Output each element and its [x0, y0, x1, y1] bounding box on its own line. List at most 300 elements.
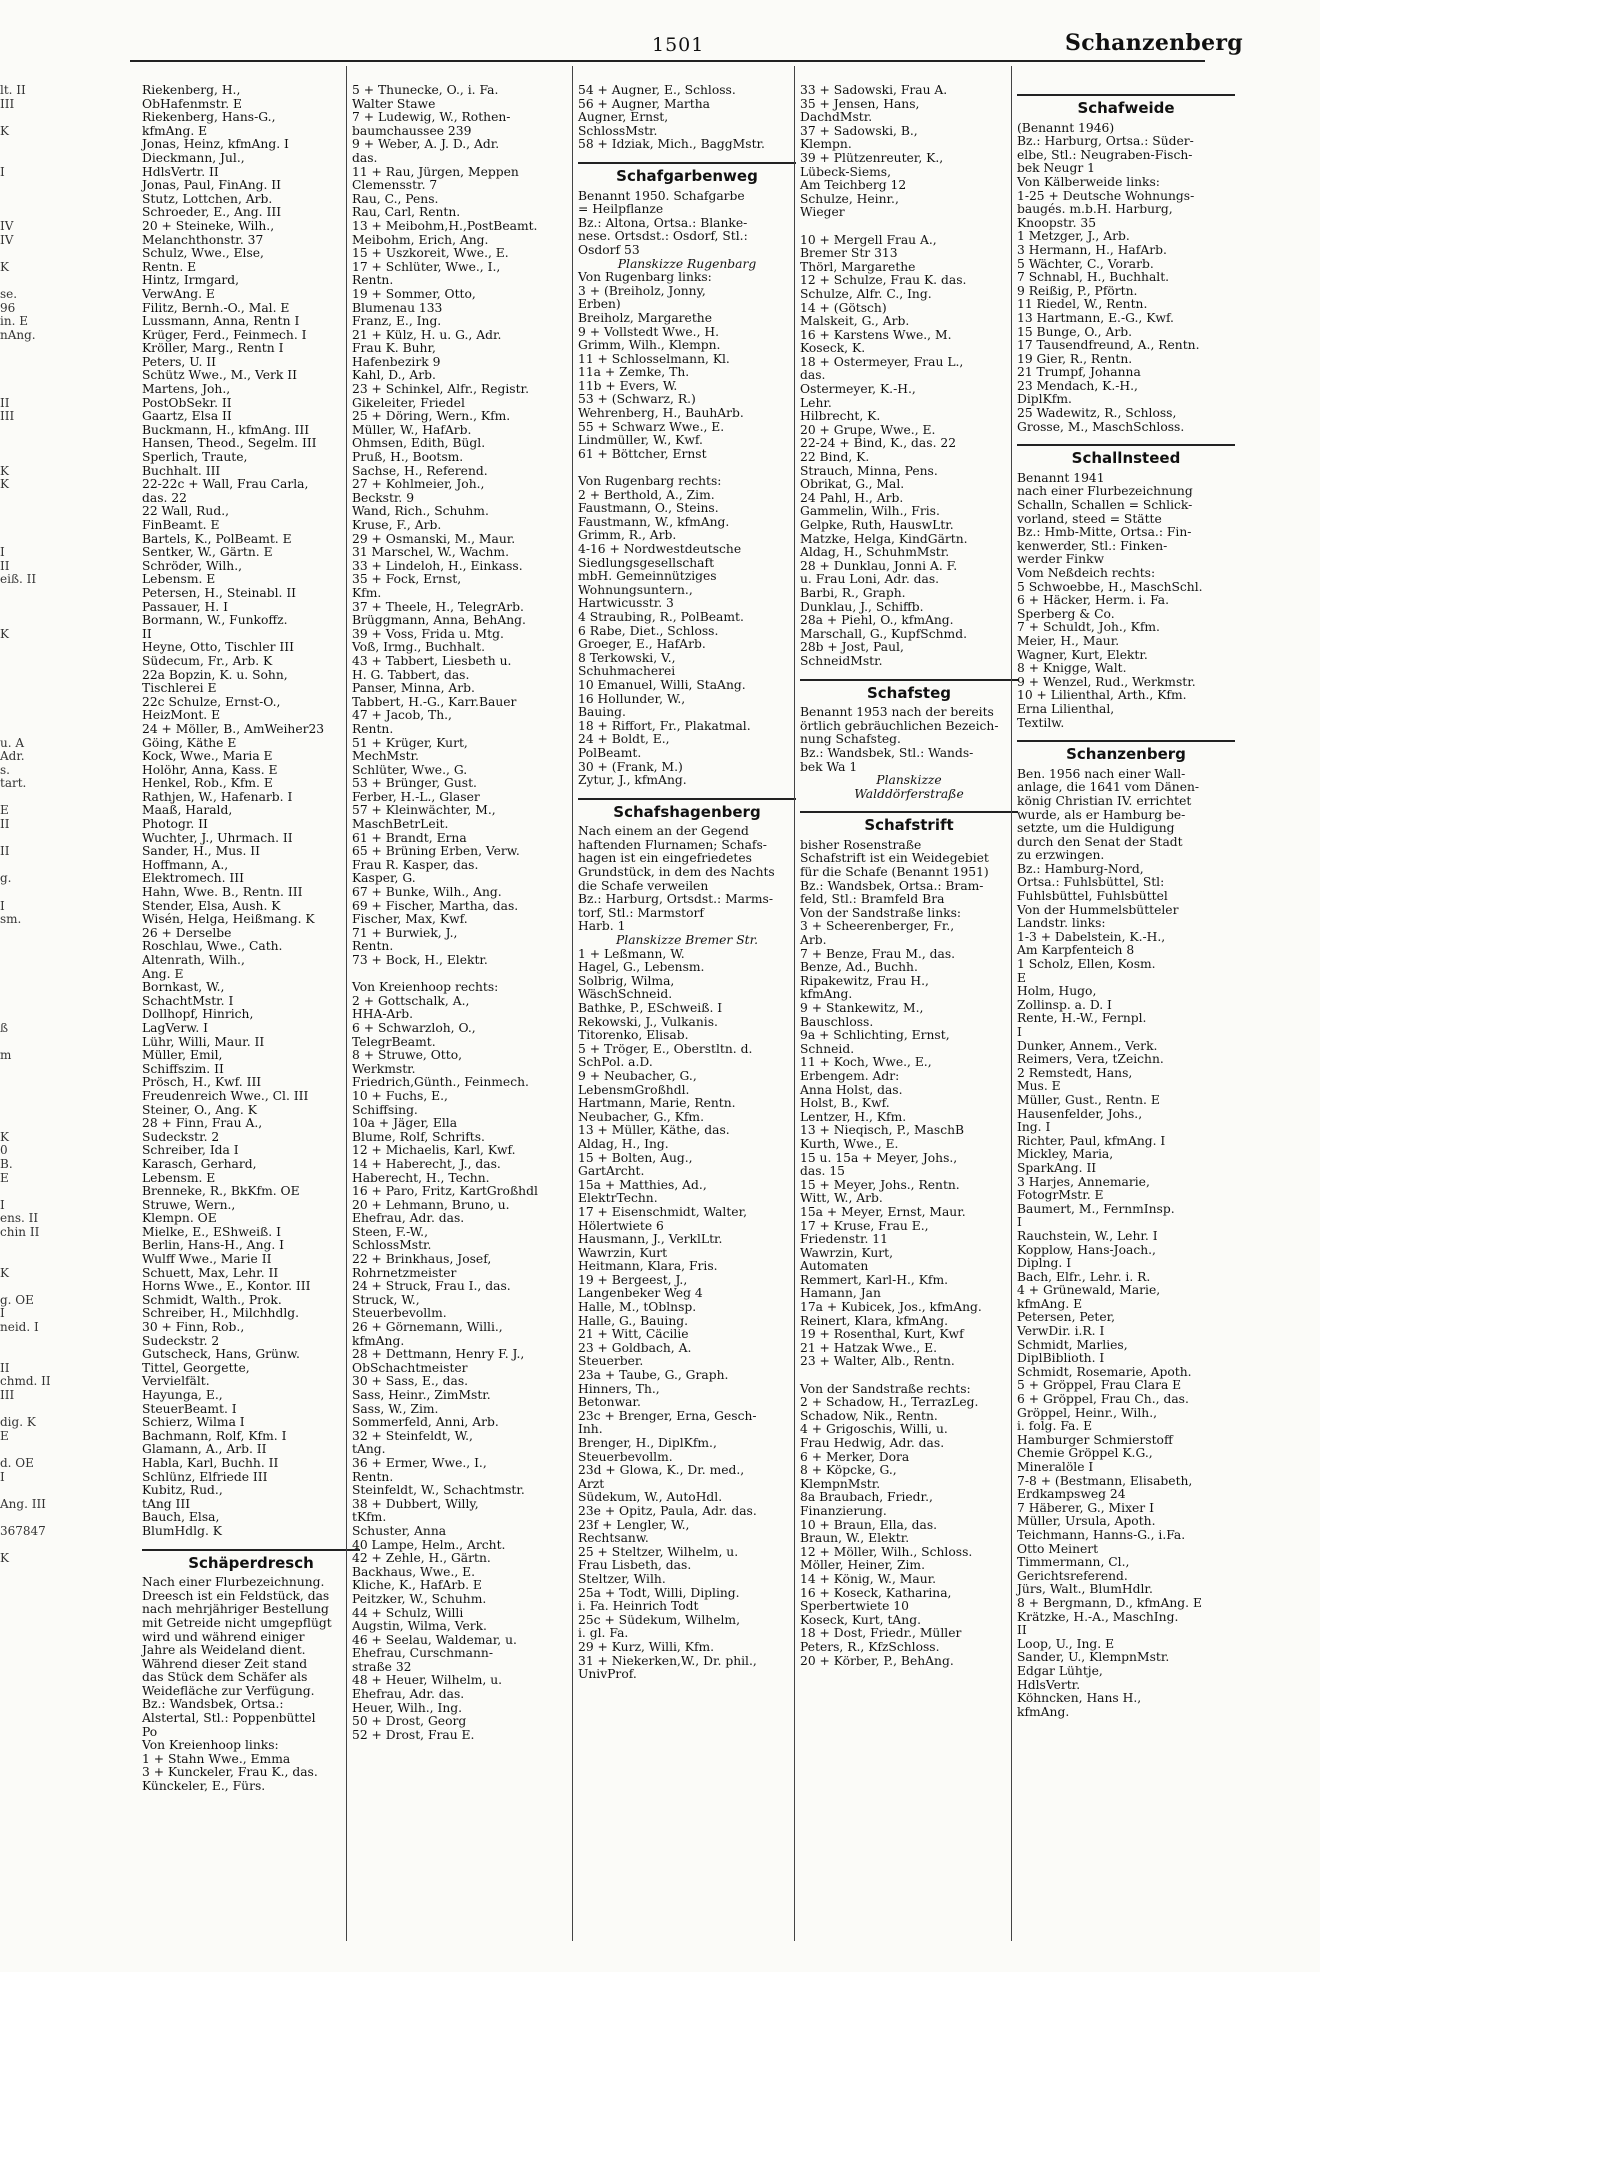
directory-entry: WäschSchneid.	[578, 987, 673, 1002]
directory-entry: 53 + Brünger, Gust.	[352, 776, 477, 791]
directory-entry: Automaten	[800, 1259, 869, 1274]
header-rule	[130, 60, 1205, 62]
directory-entry: 15a + Matthies, Ad.,	[578, 1177, 707, 1192]
directory-entry: Loop, U., Ing. E	[1017, 1636, 1115, 1651]
directory-entry	[0, 1063, 44, 1077]
directory-entry: HHA-Arb.	[352, 1007, 414, 1022]
directory-entry: Adr.	[0, 749, 25, 764]
directory-entry: i. folg. Fa. E	[1017, 1419, 1093, 1434]
directory-entry: 20 + Lehmann, Bruno, u.	[352, 1197, 510, 1212]
directory-entry: Matzke, Helga, KindGärtn.	[800, 531, 968, 546]
directory-entry: wird und während einiger	[142, 1629, 305, 1644]
directory-entry: Grundstück, in dem des Nachts	[578, 865, 775, 880]
directory-entry: Struck, W.,	[352, 1292, 420, 1307]
directory-entry	[0, 669, 44, 683]
directory-entry: 28a + Piehl, O., kfmAng.	[800, 613, 954, 628]
directory-entry: 73 + Bock, H., Elektr.	[352, 953, 488, 967]
directory-entry: tAng III	[142, 1496, 191, 1511]
directory-entry: Benannt 1953 nach der bereits	[800, 705, 994, 720]
directory-entry	[0, 1280, 44, 1294]
directory-entry: Von der Sandstraße links:	[800, 905, 962, 920]
directory-entry: Finanzierung.	[800, 1503, 887, 1518]
directory-entry: KlempnMstr.	[800, 1476, 881, 1491]
directory-entry: 43 + Tabbert, Liesbeth u.	[352, 653, 512, 668]
directory-entry: Mus. E	[1017, 1079, 1061, 1094]
directory-entry: DiplBiblioth. I	[1017, 1351, 1105, 1366]
directory-entry: in. E	[0, 314, 28, 329]
directory-entry: Peters, U. II	[142, 354, 216, 369]
directory-entry: Schreiber, Ida I	[142, 1143, 239, 1158]
directory-entry: Brüggmann, Anna, BehAng.	[352, 613, 526, 628]
directory-entry: Obrikat, G., Mal.	[800, 477, 905, 492]
directory-entry: 24 + Struck, Frau I., das.	[352, 1279, 511, 1294]
directory-entry: Backhaus, Wwe., E.	[352, 1564, 476, 1579]
directory-entry: Inh.	[578, 1422, 603, 1437]
directory-entry: 10 + Mergell Frau A.,	[800, 232, 937, 247]
directory-entry: Frau R. Kasper, das.	[352, 857, 479, 872]
directory-entry: Hartwicusstr. 3	[578, 596, 674, 611]
directory-entry: K	[0, 1129, 9, 1144]
directory-entry: Sperberg & Co.	[1017, 606, 1115, 621]
directory-entry: 8a Braubach, Friedr.,	[800, 1490, 933, 1505]
column-divider	[572, 66, 573, 1941]
directory-entry: 1 + Leßmann, W.	[578, 946, 685, 961]
directory-entry: SchPol. a.D.	[578, 1055, 653, 1070]
page-number: 1501	[652, 34, 705, 56]
directory-entry: 15 + Meyer, Johs., Rentn.	[800, 1177, 960, 1192]
directory-entry: 55 + Schwarz Wwe., E.	[578, 419, 725, 434]
directory-entry: 33 + Lindeloh, H., Einkass.	[352, 558, 523, 573]
directory-entry: = Heilpflanze	[578, 202, 664, 217]
directory-entry: Sass, W., Zim.	[352, 1401, 439, 1416]
directory-entry: Gröppel, Heinr., Wilh.,	[1017, 1405, 1158, 1420]
directory-entry: Rentn.	[352, 273, 394, 288]
directory-entry: 10 + Lilienthal, Arth., Kfm.	[1017, 688, 1187, 703]
directory-entry	[578, 461, 796, 475]
directory-entry: DachdMstr.	[800, 110, 873, 125]
directory-entry: 12 + Michaelis, Karl, Kwf.	[352, 1143, 516, 1158]
directory-entry: bisher Rosenstraße	[800, 837, 922, 852]
directory-entry: Horns Wwe., E., Kontor. III	[142, 1279, 311, 1294]
directory-entry: Petersen, H., Steinabl. II	[142, 585, 297, 600]
directory-entry: Schierz, Wilma I	[142, 1415, 245, 1430]
directory-entry: Holm, Hugo,	[1017, 984, 1097, 999]
directory-entry: Rohrnetzmeister	[352, 1265, 457, 1280]
directory-entry: Schlünz, Elfriede III	[142, 1469, 268, 1484]
directory-entry: chmd. II	[0, 1374, 51, 1389]
directory-entry: 42 + Zehle, H., Gärtn.	[352, 1551, 491, 1566]
directory-entry: bek Neugr 1	[1017, 161, 1095, 176]
directory-entry: 28 + Dunklau, Jonni A. F.	[800, 558, 958, 573]
directory-entry: Faustmann, W., kfmAng.	[578, 514, 730, 529]
directory-entry: Wawrzin, Kurt	[578, 1245, 668, 1260]
directory-entry: Remmert, Karl-H., Kfm.	[800, 1272, 949, 1287]
running-head: Schanzenberg	[1065, 30, 1243, 56]
directory-entry: 6 Rabe, Diet., Schloss.	[578, 623, 719, 638]
directory-entry	[0, 505, 44, 519]
directory-entry: Schuster, Anna	[352, 1523, 447, 1538]
directory-entry: 22-24 + Bind, K., das. 22	[800, 436, 957, 451]
directory-entry: Mielke, E., EShweiß. I	[142, 1224, 281, 1239]
directory-entry: 33 + Sadowski, Frau A.	[800, 83, 948, 97]
directory-entry: sm.	[0, 912, 22, 927]
directory-entry: Ang. III	[0, 1496, 46, 1511]
directory-entry	[0, 587, 44, 601]
directory-entry: Kruse, F., Arb.	[352, 518, 442, 532]
directory-entry: Teichmann, Hanns-G., i.Fa.	[1017, 1527, 1186, 1542]
directory-entry: Schroeder, E., Ang. III	[142, 205, 282, 220]
directory-entry: 22 + Brinkhaus, Josef,	[352, 1252, 492, 1267]
directory-entry: Lehr.	[800, 395, 832, 410]
directory-entry: Ang. E	[142, 966, 184, 981]
directory-entry: Hayunga, E.,	[142, 1388, 223, 1402]
map-reference: Planskizze Rugenbarg	[617, 256, 757, 271]
directory-entry	[0, 614, 44, 628]
directory-entry: Schuett, Max, Lehr. II	[142, 1265, 279, 1280]
directory-entry: II	[0, 558, 10, 573]
street-heading: Schafweide	[1017, 94, 1235, 116]
directory-entry: SteuerBeamt. I	[142, 1401, 237, 1416]
directory-entry: Osdorf 53	[578, 242, 640, 257]
directory-entry: II	[0, 1360, 10, 1375]
directory-entry: Krüger, Ferd., Feinmech. I	[142, 327, 307, 342]
directory-entry: tKfm.	[352, 1510, 387, 1525]
directory-entry: 3 Hermann, H., HafArb.	[1017, 242, 1167, 257]
directory-entry: Schütz Wwe., M., Verk II	[142, 368, 297, 383]
directory-entry: K	[0, 477, 9, 492]
directory-entry: Schulz, Wwe., Else,	[142, 246, 264, 261]
directory-entry: SchlossMstr.	[352, 1238, 432, 1253]
directory-entry	[0, 1239, 44, 1253]
directory-entry: Richter, Paul, kfmAng. I	[1017, 1133, 1166, 1148]
directory-entry: Südekum, W., AutoHdl.	[578, 1490, 723, 1505]
directory-entry: Sperbertwiete 10	[800, 1599, 909, 1614]
street-heading: Schafgarbenweg	[578, 162, 796, 184]
directory-entry: 37 + Theele, H., TelegrArb.	[352, 599, 524, 614]
directory-entry: Von der Hummelsbütteler	[1017, 902, 1179, 917]
directory-entry: Benannt 1950. Schafgarbe	[578, 188, 745, 203]
directory-entry: I	[1017, 1025, 1022, 1039]
directory-entry: DiplKfm.	[1017, 392, 1072, 407]
directory-entry: 3 Harjes, Annemarie,	[1017, 1174, 1150, 1189]
directory-entry: Jahre als Weideland dient.	[142, 1643, 306, 1658]
directory-entry: FotogrMstr. E	[1017, 1188, 1104, 1203]
directory-entry: PostObSekr. II	[142, 395, 232, 410]
directory-entry: 7 + Schuldt, Joh., Kfm.	[1017, 620, 1160, 635]
directory-entry: Schulze, Heinr.,	[800, 191, 899, 206]
directory-entry: 14 + Haberecht, J., das.	[352, 1156, 501, 1171]
directory-entry: Bz.: Altona, Ortsa.: Blanke-	[578, 215, 748, 230]
directory-entry: Rentn. E	[142, 259, 197, 274]
directory-entry: Schlüter, Wwe., G.	[352, 762, 468, 777]
directory-entry: Müller, W., HafArb.	[352, 422, 472, 437]
directory-entry: B.	[0, 1156, 13, 1171]
directory-entry: Sentker, W., Gärtn. E	[142, 545, 273, 560]
directory-entry: 20 + Steineke, Wilh.,	[142, 218, 275, 233]
directory-entry: Peters, R., KfzSchloss.	[800, 1639, 940, 1654]
directory-entry: Barbi, R., Graph.	[800, 585, 906, 600]
directory-entry: Neubacher, G., Kfm.	[578, 1109, 705, 1124]
page-margin-bottom	[0, 1972, 1320, 2177]
directory-entry: 57 + Kleinwächter, M.,	[352, 803, 496, 818]
directory-entry: Klempn. OE	[142, 1211, 217, 1226]
directory-entry	[0, 968, 44, 982]
directory-entry: 50 + Drost, Georg	[352, 1714, 467, 1729]
directory-entry: Bz.: Wandsbek, Ortsa.: Bram-	[800, 878, 984, 893]
street-heading: Schafstrift	[800, 811, 1018, 833]
directory-entry: 17 + Kruse, Frau E.,	[800, 1218, 929, 1233]
directory-entry: Lübeck-Siems,	[800, 164, 892, 179]
directory-entry	[0, 451, 44, 465]
directory-entry: werder Finkw	[1017, 552, 1104, 567]
directory-entry: 10 + Fuchs, E.,	[352, 1088, 448, 1103]
directory-entry: Von Rugenbarg rechts:	[578, 474, 722, 489]
directory-entry: Bormann, W., Funkoffz.	[142, 613, 288, 628]
column-divider	[1011, 66, 1012, 1941]
directory-entry: Halle, G., Bauing.	[578, 1313, 689, 1328]
directory-entry: 61 + Brandt, Erna	[352, 830, 467, 845]
directory-entry: Ohmsen, Edith, Bügl.	[352, 436, 486, 451]
directory-entry: 31 Marschel, W., Wachm.	[352, 545, 509, 560]
directory-entry: Bachmann, Rolf, Kfm. I	[142, 1428, 287, 1443]
directory-entry: Wohnungsuntern.,	[578, 582, 693, 597]
directory-entry: E	[1017, 970, 1026, 985]
directory-entry: Heuer, Wilh., Ing.	[352, 1700, 463, 1715]
directory-entry: Dunker, Annem., Verk.	[1017, 1038, 1158, 1053]
directory-entry: Knoopstr. 35	[1017, 215, 1097, 230]
directory-entry: 8 + Köpcke, G.,	[800, 1463, 897, 1478]
directory-entry: 27 + Kohlmeier, Joh.,	[352, 477, 485, 492]
directory-entry: Grosse, M., MaschSchloss.	[1017, 419, 1185, 434]
directory-entry: Beckstr. 9	[352, 490, 415, 505]
directory-entry: Martens, Joh.,	[142, 382, 231, 397]
directory-entry: hagen ist ein eingefriedetes	[578, 851, 752, 866]
directory-entry: 69 + Fischer, Martha, das.	[352, 898, 519, 913]
directory-entry: straße 32	[352, 1659, 412, 1674]
directory-entry: nach einer Flurbezeichnung	[1017, 484, 1193, 499]
directory-entry: Schneid.	[800, 1041, 855, 1056]
directory-entry: wurde, als er Hamburg be-	[1017, 807, 1186, 822]
directory-entry: Schulze, Alfr. C., Ing.	[800, 286, 932, 301]
directory-entry: Holöhr, Anna, Kass. E	[142, 762, 278, 777]
directory-entry: Lindmüller, W., Kwf.	[578, 433, 703, 448]
directory-entry: Kock, Wwe., Maria E	[142, 749, 273, 764]
directory-entry: Rathjen, W., Hafenarb. I	[142, 789, 293, 804]
directory-entry: Koseck, K.	[800, 341, 866, 356]
directory-entry: nese. Ortsdst.: Osdorf, Stl.:	[578, 229, 748, 244]
directory-entry: 15a + Meyer, Ernst, Maur.	[800, 1204, 966, 1219]
directory-entry: 2 + Berthold, A., Zim.	[578, 487, 715, 502]
directory-entry: III	[0, 409, 15, 424]
directory-entry: Mineralöle I	[1017, 1460, 1094, 1474]
directory-entry	[0, 655, 44, 669]
directory-entry	[352, 968, 570, 982]
directory-entry: 2 + Gottschalk, A.,	[352, 993, 470, 1008]
directory-entry: Hafenbezirk 9	[352, 354, 441, 369]
directory-entry: tart.	[0, 776, 27, 791]
directory-entry: 15 u. 15a + Meyer, Johs.,	[800, 1150, 958, 1165]
directory-entry: Sander, H., Mus. II	[142, 844, 260, 859]
directory-entry	[0, 1443, 44, 1457]
directory-entry: Göing, Käthe E	[142, 735, 237, 750]
directory-entry: Steuerber.	[578, 1354, 644, 1369]
directory-entry: Hilbrecht, K.	[800, 409, 881, 424]
directory-entry: Breiholz, Margarethe	[578, 310, 712, 325]
directory-entry: III	[0, 1388, 15, 1402]
directory-entry	[0, 1036, 44, 1050]
street-heading: Schanzenberg	[1017, 740, 1235, 762]
directory-entry: Landstr. links:	[1017, 916, 1106, 931]
directory-entry: Gammelin, Wilh., Fris.	[800, 504, 940, 519]
directory-entry: s.	[0, 762, 10, 777]
directory-entry	[0, 424, 44, 438]
directory-entry	[0, 832, 44, 846]
directory-entry: Textilw.	[1017, 715, 1065, 730]
directory-entry: Gutscheck, Hans, Grünw.	[142, 1347, 300, 1362]
directory-entry: Ortsa.: Fuhlsbüttel, Stl:	[1017, 875, 1165, 890]
directory-entry	[0, 1335, 44, 1349]
directory-entry: 23 + Goldbach, A.	[578, 1340, 692, 1355]
directory-entry: Dunklau, J., Schiffb.	[800, 599, 924, 614]
directory-entry: 14 + König, W., Maur.	[800, 1571, 937, 1586]
directory-entry: K	[0, 123, 9, 138]
directory-entry: eiß. II	[0, 572, 37, 587]
directory-entry: Peitzker, W., Schuhm.	[352, 1591, 487, 1606]
directory-entry: 30 + Sass, E., das.	[352, 1374, 469, 1389]
directory-entry: Sudeckstr. 2	[142, 1129, 220, 1144]
directory-entry: E	[0, 1170, 9, 1185]
directory-entry: 4 + Grigoschis, Willi, u.	[800, 1422, 948, 1437]
directory-entry: IV	[0, 232, 14, 247]
directory-entry: Schröder, Wilh.,	[142, 558, 243, 573]
directory-entry	[0, 1104, 44, 1118]
directory-entry: Köhncken, Hans H.,	[1017, 1691, 1142, 1706]
directory-entry	[0, 927, 44, 941]
directory-entry: Bz.: Wandsbek, Stl.: Wands-	[800, 745, 974, 760]
left-page-fragment	[0, 83, 51, 1939]
directory-entry: 23 Mendach, K.-H.,	[1017, 378, 1138, 393]
directory-entry: 10 + Braun, Ella, das.	[800, 1517, 938, 1532]
directory-entry	[0, 138, 44, 152]
directory-entry: 11 + Koch, Wwe., E.,	[800, 1055, 932, 1070]
directory-entry: 23e + Opitz, Paula, Adr. das.	[578, 1503, 757, 1518]
directory-entry: Sachse, H., Referend.	[352, 463, 488, 478]
directory-entry: Anna Holst, das.	[800, 1082, 903, 1097]
directory-entry	[0, 1253, 44, 1267]
directory-entry: Friedrich,Günth., Feinmech.	[352, 1075, 529, 1090]
map-reference: Planskizze	[876, 773, 942, 788]
directory-entry: 367847	[0, 1523, 46, 1538]
directory-entry: Bz.: Harburg, Ortsa.: Süder-	[1017, 134, 1194, 149]
directory-entry: 14 + (Götsch)	[800, 300, 887, 315]
directory-entry	[0, 247, 44, 261]
directory-entry: für die Schafe (Benannt 1951)	[800, 865, 989, 880]
directory-entry: haftenden Flurnamen; Schafs-	[578, 837, 767, 852]
directory-entry: 18 + Ostermeyer, Frau L.,	[800, 354, 964, 369]
directory-entry	[0, 1539, 44, 1553]
directory-entry: 9 + Vollstedt Wwe., H.	[578, 324, 720, 339]
directory-entry	[0, 1185, 44, 1199]
directory-entry: Schmidt, Walth., Prok.	[142, 1292, 282, 1307]
directory-entry: Wand, Rich., Schuhm.	[352, 504, 489, 519]
directory-entry: ObHafenmstr. E	[142, 96, 242, 111]
directory-entry: GartArcht.	[578, 1164, 645, 1179]
directory-entry: Hartmann, Marie, Rentn.	[578, 1096, 736, 1111]
directory-entry: 11 + Rau, Jürgen, Meppen	[352, 164, 519, 179]
directory-entry: Ripakewitz, Frau H.,	[800, 973, 929, 988]
directory-entry: 21 + Hatzak Wwe., E.	[800, 1340, 937, 1355]
directory-entry: TelegrBeamt.	[352, 1034, 436, 1049]
directory-entry	[0, 641, 44, 655]
directory-entry: 23d + Glowa, K., Dr. med.,	[578, 1463, 745, 1478]
directory-entry: VerwAng. E	[142, 286, 215, 301]
directory-entry: PolBeamt.	[578, 745, 642, 760]
directory-entry: 20 + Körber, P., BehAng.	[800, 1653, 954, 1668]
directory-entry: Augner, Ernst,	[578, 110, 669, 125]
street-heading: Schallnsteed	[1017, 444, 1235, 466]
directory-entry: kfmAng.	[1017, 1704, 1070, 1719]
directory-entry: Kröller, Marg., Rentn I	[142, 341, 284, 356]
directory-entry: Malskeit, G., Arb.	[800, 314, 910, 329]
directory-entry: Benannt 1941	[1017, 470, 1105, 485]
directory-entry: Erna Lilienthal,	[1017, 701, 1115, 716]
directory-entry: I	[0, 898, 5, 913]
directory-entry: Solbrig, Wilma,	[578, 973, 675, 988]
directory-entry: Erbengem. Adr:	[800, 1068, 900, 1083]
directory-entry: 40 Lampe, Helm., Archt.	[352, 1537, 506, 1552]
directory-entry: 15 + Bolten, Aug.,	[578, 1150, 693, 1165]
directory-entry: Steinfeldt, W., Schachtmstr.	[352, 1483, 525, 1498]
directory-entry: Haberecht, H., Techn.	[352, 1170, 490, 1185]
directory-entry: 4 + Grünewald, Marie,	[1017, 1283, 1161, 1298]
directory-entry: Von Rugenbarg links:	[578, 270, 712, 285]
directory-entry: 58 + Idziak, Mich., BaggMstr.	[578, 137, 765, 152]
directory-entry: setzte, um die Huldigung	[1017, 821, 1175, 836]
directory-entry: K	[0, 1265, 9, 1280]
directory-entry: Frau K. Buhr,	[352, 341, 436, 356]
directory-entry: Rentn.	[352, 721, 394, 736]
directory-entry: Timmermann, Cl.,	[1017, 1555, 1130, 1570]
directory-entry: Fuhlsbüttel, Fuhlsbüttel	[1017, 889, 1168, 904]
directory-entry: Lentzer, H., Kfm.	[800, 1109, 907, 1124]
directory-entry: 56 + Augner, Martha	[578, 96, 710, 111]
directory-entry: Brenneke, R., BkKfm. OE	[142, 1184, 300, 1199]
directory-entry: Grimm, R., Arb.	[578, 528, 677, 543]
directory-entry	[0, 519, 44, 533]
directory-entry: Faustmann, O., Steins.	[578, 501, 719, 516]
directory-entry: HdlsVertr.	[1017, 1677, 1081, 1692]
directory-entry: Vom Neßdeich rechts:	[1017, 566, 1156, 580]
directory-entry: Meier, H., Maur.	[1017, 633, 1120, 648]
directory-entry: 53 + (Schwarz, R.)	[578, 392, 696, 407]
directory-entry: Bz.: Hmb-Mitte, Ortsa.: Fin-	[1017, 525, 1192, 540]
directory-entry: ObSchachtmeister	[352, 1360, 468, 1375]
directory-entry: Hölertwiete 6	[578, 1218, 664, 1233]
directory-entry	[0, 723, 44, 737]
directory-entry: Schuhmacherei	[578, 664, 676, 679]
directory-entry: Wawrzin, Kurt,	[800, 1245, 894, 1260]
directory-entry: Steuerbevollm.	[578, 1449, 673, 1464]
directory-entry: Riekenberg, Hans-G.,	[142, 110, 276, 125]
directory-entry: Tischlerei E	[142, 681, 217, 696]
directory-entry: Berlin, Hans-H., Ang. I	[142, 1238, 285, 1253]
directory-entry: 61 + Böttcher, Ernst	[578, 446, 707, 461]
directory-entry	[0, 709, 44, 723]
directory-entry: Hahn, Wwe. B., Rentn. III	[142, 885, 303, 900]
directory-entry: Bornkast, W.,	[142, 980, 225, 995]
directory-entry: Stutz, Lottchen, Arb.	[142, 191, 273, 206]
directory-entry: Reimers, Vera, tZeichn.	[1017, 1052, 1164, 1067]
